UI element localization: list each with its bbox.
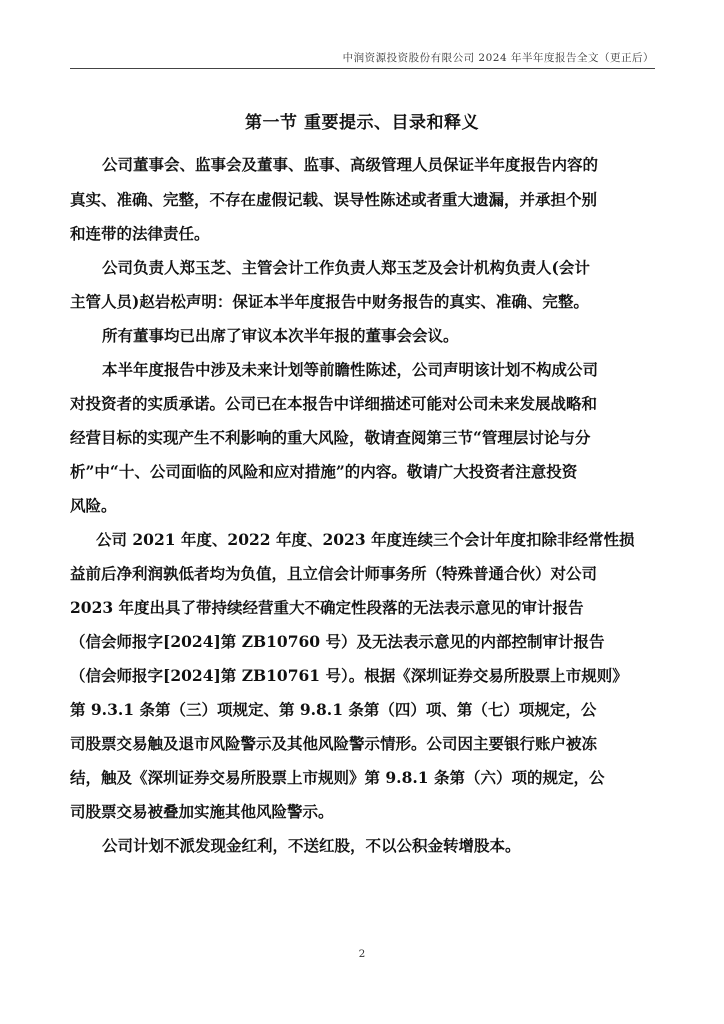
paragraph-line: 公司负责人郑玉芝、主管会计工作负责人郑玉芝及会计机构负责人(会计: [102, 258, 590, 277]
paragraph-line: 公司董事会、监事会及董事、监事、高级管理人员保证半年度报告内容的: [102, 155, 599, 174]
paragraph-line: 本半年度报告中涉及未来计划等前瞻性陈述，公司声明该计划不构成公司: [102, 360, 599, 379]
paragraph-line: 公司 2021 年度、2022 年度、2023 年度连续三个会计年度扣除非经常性损: [96, 530, 635, 549]
paragraph-line: （信会师报字[2024]第 ZB10760 号）及无法表示意见的内部控制审计报告: [70, 632, 605, 651]
paragraph-line: 经营目标的实现产生不利影响的重大风险，敬请查阅第三节“管理层讨论与分: [70, 428, 591, 447]
paragraph-line: 益前后净利润孰低者均为负值，且立信会计师事务所（特殊普通合伙）对公司: [70, 564, 598, 583]
paragraph-line: （信会师报字[2024]第 ZB10761 号）。根据《深圳证券交易所股票上市规则》: [70, 666, 628, 685]
paragraph-line: 主管人员)赵岩松声明：保证本半年度报告中财务报告的真实、准确、完整。: [70, 292, 589, 311]
header-divider: [70, 68, 655, 69]
page-number: 2: [358, 948, 366, 960]
paragraph-line: 对投资者的实质承诺。公司已在本报告中详细描述可能对公司未来发展战略和: [70, 394, 598, 413]
paragraph-line: 2023 年度出具了带持续经营重大不确定性段落的无法表示意见的审计报告: [70, 598, 584, 617]
running-header-title: 中润资源投资股份有限公司 2024 年半年度报告全文（更正后）: [342, 52, 654, 64]
paragraph-line: 第 9.3.1 条第（三）项规定、第 9.8.1 条第（四）项、第（七）项规定，公: [70, 700, 597, 719]
paragraph-line: 真实、准确、完整，不存在虚假记载、误导性陈述或者重大遗漏，并承担个别: [70, 190, 598, 209]
paragraph-line: 司股票交易被叠加实施其他风险警示。: [70, 802, 334, 821]
paragraph-line: 公司计划不派发现金红利，不送红股，不以公积金转增股本。: [102, 836, 521, 855]
paragraph-line: 所有董事均已出席了审议本次半年报的董事会会议。: [102, 326, 459, 345]
paragraph-line: 风险。: [70, 496, 117, 515]
section-title: 第一节 重要提示、目录和释义: [245, 113, 479, 133]
paragraph-line: 结，触及《深圳证券交易所股票上市规则》第 9.8.1 条第（六）项的规定，公: [70, 768, 605, 787]
paragraph-line: 析”中“十、公司面临的风险和应对措施”的内容。敬请广大投资者注意投资: [70, 462, 578, 481]
paragraph-line: 和连带的法律责任。: [70, 224, 210, 243]
paragraph-line: 司股票交易触及退市风险警示及其他风险警示情形。公司因主要银行账户被冻: [70, 734, 598, 753]
